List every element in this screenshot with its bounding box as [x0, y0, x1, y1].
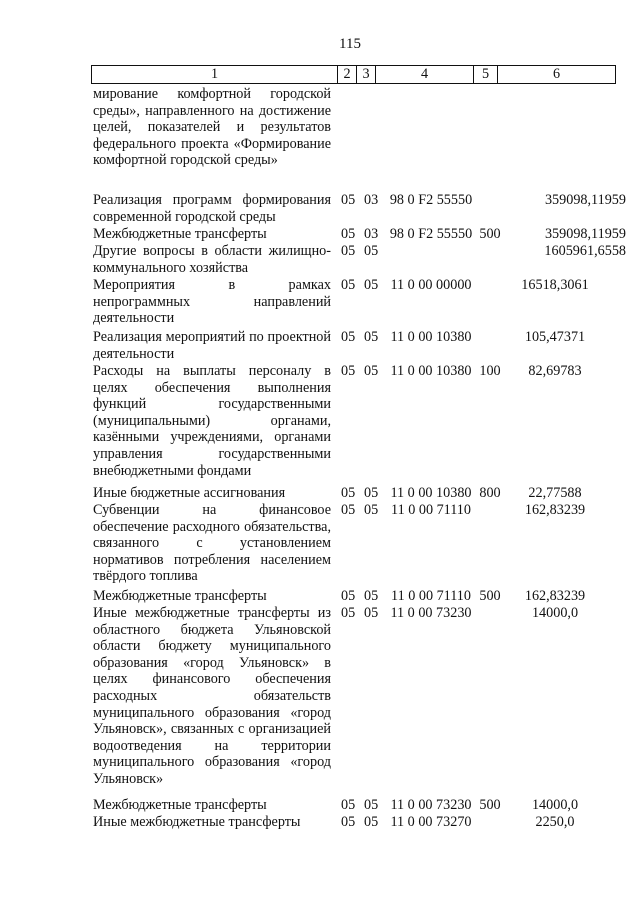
- row-target-code: 11 0 00 71110: [391, 588, 471, 604]
- row-subsection: 05: [364, 243, 379, 259]
- row-target-code: 11 0 00 10380: [390, 329, 472, 345]
- header-col-1: 1: [92, 66, 338, 83]
- row-target-code: 11 0 00 00000: [390, 277, 472, 293]
- row-amount: 14000,0: [531, 797, 579, 813]
- row-target-code: 11 0 00 10380: [390, 363, 472, 379]
- row-amount: 2250,0: [535, 814, 575, 830]
- row-description: Мероприятия в рамках непрограммных направлений деятельности: [93, 277, 331, 327]
- row-amount: 162,83239: [524, 588, 586, 604]
- row-section: 05: [341, 329, 356, 345]
- row-section: 05: [341, 814, 356, 830]
- row-section: 05: [341, 243, 356, 259]
- row-section: 05: [341, 226, 356, 242]
- row-target-code: 11 0 00 73230: [390, 797, 472, 813]
- row-section: 05: [341, 192, 356, 208]
- row-description: Межбюджетные трансферты: [93, 797, 267, 813]
- row-subsection: 05: [364, 502, 379, 518]
- row-description: Реализация программ формирования современной городской среды: [93, 192, 331, 225]
- row-section: 05: [341, 277, 356, 293]
- row-subsection: 03: [364, 192, 379, 208]
- row-expense-type: 100: [479, 363, 501, 379]
- table-header: [91, 65, 616, 84]
- row-subsection: 05: [364, 363, 379, 379]
- row-target-code: 11 0 00 10380: [390, 485, 472, 501]
- row-description: Иные межбюджетные трансферты из областного бюджета Ульяновской области бюджету муниципального образования «город Ульяновск» в целях финансового обеспечения расходных обязательств муниципального образования «город Ульяновск», связанных с организацией водоотведения на территории муниципального образования «город Ульяновск»: [93, 605, 331, 787]
- row-section: 05: [341, 485, 356, 501]
- header-col-6: 6: [552, 66, 561, 82]
- row-section: 05: [341, 797, 356, 813]
- row-description: Субвенции на финансовое обеспечение расходного обязательства, связанного с установлением нормативов потребления населением твёрдого топлива: [93, 502, 331, 585]
- row-description: мирование комфортной городской среды», направленного на достижение целей, показателей и результатов федерального проекта «Формирование комфортной городской среды»: [93, 86, 331, 169]
- row-target-code: 11 0 00 73270: [390, 814, 472, 830]
- row-amount: 162,83239: [524, 502, 586, 518]
- row-amount: 105,47371: [524, 329, 586, 345]
- row-subsection: 05: [364, 588, 379, 604]
- header-col-4: 4: [376, 66, 474, 83]
- row-description: Иные бюджетные ассигнования: [93, 485, 286, 501]
- row-section: 05: [341, 588, 356, 604]
- row-subsection: 05: [364, 485, 379, 501]
- row-amount: 1605961,6558: [544, 243, 626, 259]
- header-col-3: 3: [357, 66, 376, 83]
- header-col-2: 2: [338, 66, 357, 83]
- row-amount: 359098,11959: [544, 192, 626, 208]
- row-amount: 359098,11959: [544, 226, 626, 242]
- row-subsection: 05: [364, 329, 379, 345]
- row-subsection: 05: [364, 797, 379, 813]
- row-amount: 16518,3061: [521, 277, 589, 293]
- row-description: Расходы на выплаты персоналу в целях обеспечения выполнения функций государственными (муниципальными) органами, казёнными учреждениями, органами управления государственными внебюджетными фондами: [93, 363, 331, 479]
- row-amount: 14000,0: [531, 605, 579, 621]
- row-expense-type: 500: [479, 797, 501, 813]
- row-target-code: 98 0 F2 55550: [389, 226, 473, 242]
- row-subsection: 05: [364, 814, 379, 830]
- row-expense-type: 800: [479, 485, 501, 501]
- row-subsection: 05: [364, 605, 379, 621]
- row-target-code: 98 0 F2 55550: [389, 192, 473, 208]
- row-amount: 22,77588: [528, 485, 582, 501]
- row-description: Реализация мероприятий по проектной деятельности: [93, 329, 331, 362]
- row-section: 05: [341, 605, 356, 621]
- row-description: Другие вопросы в области жилищно-коммунального хозяйства: [93, 243, 331, 276]
- row-expense-type: 500: [479, 588, 501, 604]
- row-description: Иные межбюджетные трансферты: [93, 814, 301, 830]
- row-subsection: 03: [364, 226, 379, 242]
- row-expense-type: 500: [479, 226, 501, 242]
- row-description: Межбюджетные трансферты: [93, 226, 267, 242]
- row-target-code: 11 0 00 71110: [391, 502, 471, 518]
- page-number: 115: [339, 36, 361, 52]
- row-section: 05: [341, 363, 356, 379]
- header-col-5: 5: [474, 66, 498, 83]
- row-subsection: 05: [364, 277, 379, 293]
- row-target-code: 11 0 00 73230: [390, 605, 472, 621]
- row-amount: 82,69783: [528, 363, 582, 379]
- row-description: Межбюджетные трансферты: [93, 588, 267, 604]
- row-section: 05: [341, 502, 356, 518]
